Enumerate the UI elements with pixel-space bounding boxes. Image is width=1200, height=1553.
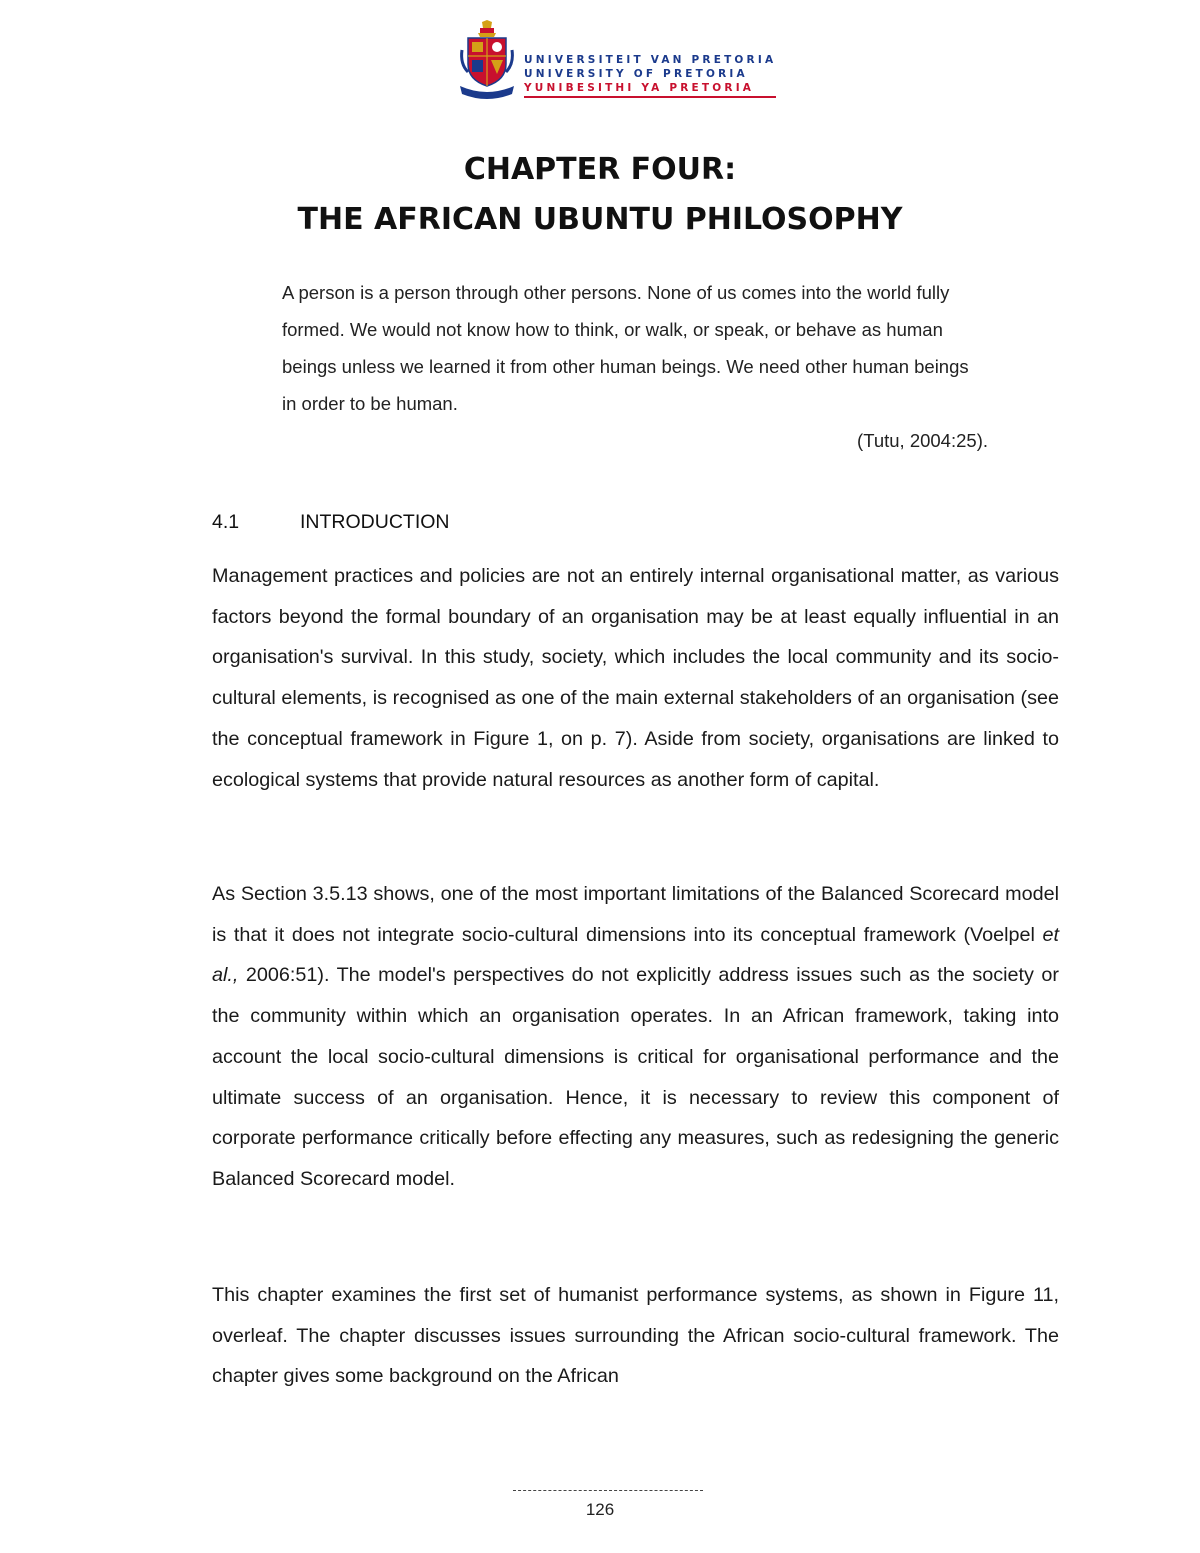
section-heading xyxy=(212,507,450,537)
university-name-english: UNIVERSITY OF PRETORIA xyxy=(524,68,748,80)
paragraph-2-text-start: As Section 3.5.13 shows, one of the most important limitations of the Balanced Scorecard model is that it does not integrate socio-cultural dimensions into its conceptual framework (Voelpel xyxy=(212,883,1059,946)
body-paragraph-2 xyxy=(212,874,1059,1200)
footer-divider xyxy=(513,1490,703,1491)
chapter-name: THE AFRICAN UBUNTU PHILOSOPHY xyxy=(297,202,903,237)
university-names xyxy=(524,53,776,98)
epigraph xyxy=(282,274,988,459)
section-title: INTRODUCTION xyxy=(300,511,450,533)
chapter-title xyxy=(0,145,1200,245)
body-paragraph-3: This chapter examines the first set of humanist performance systems, as shown in Figure 11, overleaf. The chapter discusses issues surrounding the African socio-cultural framework. The chapter gives some background on the African xyxy=(212,1284,1059,1388)
university-logo xyxy=(458,20,777,100)
page-number: 126 xyxy=(585,1500,615,1519)
paragraph-2-italic-citation: et al., xyxy=(212,923,1059,987)
university-name-afrikaans: UNIVERSITEIT VAN PRETORIA xyxy=(524,54,777,66)
paragraph-2-text-end: 2006:51). The model's perspectives do not explicitly address issues such as the society or the community within which an organisation operates. In an African framework, taking into account the local socio-cultural dimensions is critical for organisational performance and the ultimate success of an organisation. Hence, it is necessary to review this component of corporate performance critically before effecting any measures, such as redesigning the generic Balanced Scorecard model. xyxy=(212,964,1059,1190)
university-name-sepedi: YUNIBESITHI YA PRETORIA xyxy=(524,81,776,98)
university-crest-icon xyxy=(458,20,516,100)
chapter-number: CHAPTER FOUR: xyxy=(463,152,737,187)
body-paragraph-1: Management practices and policies are not an entirely internal organisational matter, as various factors beyond the formal boundary of an organisation may be at least equally influential in an organisation's survival. In this study, society, which includes the local community and its socio-cultural elements, is recognised as one of the main external stakeholders of an organisation (see the conceptual framework in Figure 1, on p. 7). Aside from society, organisations are linked to ecological systems that provide natural resources as another form of capital. xyxy=(212,565,1059,791)
epigraph-quote: A person is a person through other persons. None of us comes into the world fully formed. We would not know how to think, or walk, or speak, or behave as human beings unless we learned it from other human beings. We need other human beings in order to be human. xyxy=(282,282,969,414)
epigraph-citation: (Tutu, 2004:25). xyxy=(857,430,988,451)
section-number: 4.1 xyxy=(212,511,240,533)
